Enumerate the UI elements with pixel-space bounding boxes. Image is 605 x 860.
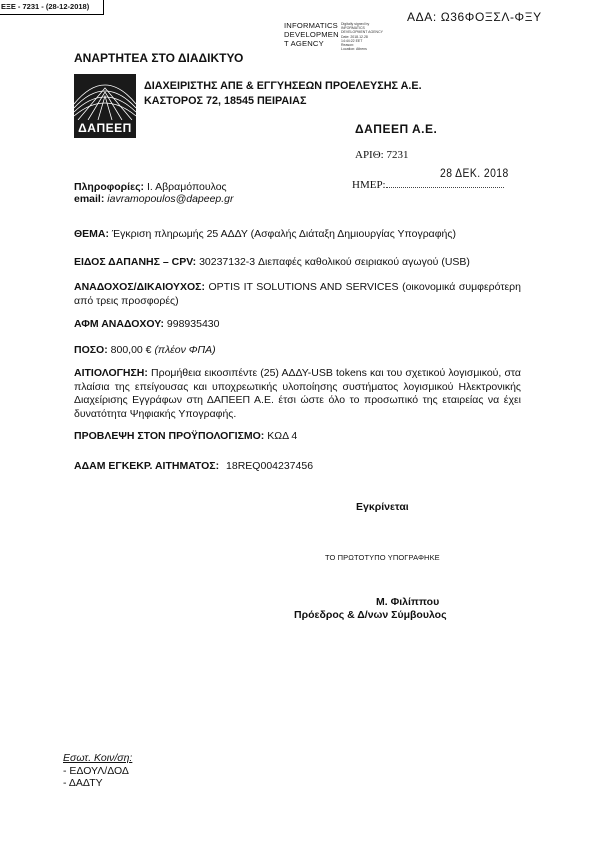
ida-line: DEVELOPMEN <box>284 30 339 39</box>
organization-address: ΚΑΣΤΟΡΟΣ 72, 18545 ΠΕΙΡΑΙΑΣ <box>144 95 307 107</box>
date-stamp: 28 ΔΕΚ. 2018 <box>440 168 509 180</box>
signer-title: Πρόεδρος & Δ/νων Σύμβουλος <box>294 609 447 621</box>
digital-signature-details <box>341 22 383 51</box>
expense-type-value: 30237132-3 Διεπαφές καθολικού σειριακού αγωγού (USB) <box>199 256 470 268</box>
budget-line: ΠΡΟΒΛΕΨΗ ΣΤΟΝ ΠΡΟΫΠΟΛΟΓΙΣΜΟ: ΚΩΔ 4 <box>74 430 298 442</box>
amount-value: 800,00 € <box>110 344 152 356</box>
contact-value: Ι. Αβραμόπουλος <box>146 181 227 193</box>
expense-type-label: ΕΙΔΟΣ ΔΑΠΑΝΗΣ – CPV <box>74 256 193 268</box>
internal-distribution-item: - ΕΔΟΥΛ/ΔΟΔ <box>63 765 129 777</box>
contact-email: email: iavramopoulos@dapeep.gr <box>74 193 234 205</box>
expense-type-line: ΕΙΔΟΣ ΔΑΠΑΝΗΣ – CPV: 30237132-3 Διεπαφές καθολικού σειριακού αγωγού (USB) <box>74 256 470 268</box>
approval-heading: Εγκρίνεται <box>356 501 409 513</box>
email-link[interactable]: iavramopoulos@dapeep.gr <box>107 193 234 205</box>
original-signed-stamp: ΤΟ ΠΡΩΤΟΤΥΠΟ ΥΠΟΓΡΑΦΗΚΕ <box>325 553 440 562</box>
amount-label: ΠΟΣΟ <box>74 344 105 356</box>
signature-fine-line: Location: Athens <box>341 47 367 52</box>
adam-line: ΑΔΑΜ ΕΓΚΕΚΡ. ΑΙΤΗΜΑΤΟΣ: 18REQ004237456 <box>74 460 314 472</box>
ada-code: ΑΔΑ: Ω36ΦΟΞΣΛ-ΦΞΥ <box>407 10 542 24</box>
organization-short-name: ΔΑΠΕΕΠ Α.Ε. <box>355 122 438 136</box>
signer-name: Μ. Φιλίππου <box>376 596 440 608</box>
adam-value: 18REQ004237456 <box>226 460 314 472</box>
contact-label: Πληροφορίες <box>74 181 141 193</box>
subject-line: ΘΕΜΑ: Έγκριση πληρωμής 25 ΑΔΔΥ (Ασφαλής Διάταξη Δημιουργίας Υπογραφής) <box>74 228 456 240</box>
justification-paragraph: ΑΙΤΙΟΛΟΓΗΣΗ: Προμήθεια εικοσιπέντε (25) ΑΔΔΥ-USB tokens και του σχετικού λογισμικού, στα πλαίσια της επείγουσας και υποχρεωτικής υλοποίησης συστήματος λογισμικού Ηλεκτρονικής Διαχείρισης Εγγράφων στη ΔΑΠΕΕΠ Α.Ε. έτσι ώστε όλο το προσωπικό της εταιρείας να έχει δυνατότητα Ψηφιακής Υπογραφής. <box>74 367 521 420</box>
contact-person: Πληροφορίες: Ι. Αβραμόπουλος <box>74 181 227 193</box>
ida-line: T AGENCY <box>284 39 324 48</box>
budget-value: ΚΩΔ 4 <box>267 430 298 442</box>
protocol-number-value: 7231 <box>386 149 409 161</box>
signature-fine-line: INFORMATICS <box>341 26 365 31</box>
protocol-date-label: ΗΜΕΡ: <box>352 179 386 191</box>
justification-text: Προμήθεια εικοσιπέντε (25) ΑΔΔΥ-USB tokens και του σχετικού λογισμικού, στα πλαίσια της επείγουσας και υποχρεωτικής υλοποίησης συστήματος λογισμικού Ηλεκτρονικής Διαχείρισης Εγγράφων στη ΔΑΠΕΕΠ Α.Ε. έτσι ώστε όλο το προσωπικό της εταιρείας να έχει δυνατότητα Ψηφιακής Υπογραφής. <box>74 367 521 420</box>
contractor-line: ΑΝΑΔΟΧΟΣ/ΔΙΚΑΙΟΥΧΟΣ: OPTIS IT SOLUTIONS AND SERVICES (οικονομικά συμφερότερη από τρεις προσφορές) <box>74 281 521 307</box>
dapeep-logo <box>74 74 136 138</box>
ida-line: INFORMATICS <box>284 21 338 30</box>
logo-text: ΔΑΠΕΕΠ <box>78 121 132 135</box>
amount-line: ΠΟΣΟ: 800,00 € (πλέον ΦΠΑ) <box>74 344 216 356</box>
tax-id-line: ΑΦΜ ΑΝΑΔΟΧΟΥ: 998935430 <box>74 318 220 330</box>
posted-online-heading: ΑΝΑΡΤΗΤΕΑ ΣΤΟ ΔΙΑΔΙΚΤΥΟ <box>74 51 244 65</box>
organization-name: ΔΙΑΧΕΙΡΙΣΤΗΣ ΑΠΕ & ΕΓΓΥΗΣΕΩΝ ΠΡΟΕΛΕΥΣΗΣ Α.Ε. <box>144 80 422 92</box>
tax-id-label: ΑΦΜ ΑΝΑΔΟΧΟΥ <box>74 318 161 330</box>
adam-label: ΑΔΑΜ ΕΓΚΕΚΡ. ΑΙΤΗΜΑΤΟΣ <box>74 460 216 472</box>
subject-label: ΘΕΜΑ <box>74 228 106 240</box>
ida-signature-block <box>284 21 339 48</box>
protocol-number-label: ΑΡΙΘ: <box>355 149 384 161</box>
internal-distribution-item: - ΔΑΔΤΥ <box>63 777 103 789</box>
signature-fine-line: Reason: <box>341 43 355 48</box>
signature-fine-line: 14:44:22 EET <box>341 38 363 43</box>
tax-id-value: 998935430 <box>166 318 220 330</box>
contractor-label: ΑΝΑΔΟΧΟΣ/ΔΙΚΑΙΟΥΧΟΣ <box>74 281 202 293</box>
contractor-value: OPTIS IT SOLUTIONS AND SERVICES (οικονομικά συμφερότερη από τρεις προσφορές) <box>74 281 521 307</box>
budget-label: ΠΡΟΒΛΕΨΗ ΣΤΟΝ ΠΡΟΫΠΟΛΟΓΙΣΜΟ <box>74 430 261 442</box>
email-label: email <box>74 193 101 205</box>
signature-fine-line: Date: 2018.12.28 <box>341 34 368 39</box>
amount-note: (πλέον ΦΠΑ) <box>154 344 216 356</box>
protocol-number <box>355 149 408 161</box>
logo-graphic-icon <box>74 74 136 120</box>
signature-fine-line: Digitally signed by <box>341 22 370 26</box>
subject-value: Έγκριση πληρωμής 25 ΑΔΔΥ (Ασφαλής Διάταξη Δημιουργίας Υπογραφής) <box>111 228 456 240</box>
signature-fine-line: DEVELOPMENT AGENCY <box>341 30 383 35</box>
reference-number: ΕΞΕ - 7231 - (28-12-2018) <box>0 0 104 15</box>
internal-distribution-heading: Εσωτ. Κοιν/ση: <box>63 752 133 764</box>
justification-label: ΑΙΤΙΟΛΟΓΗΣΗ <box>74 367 145 379</box>
